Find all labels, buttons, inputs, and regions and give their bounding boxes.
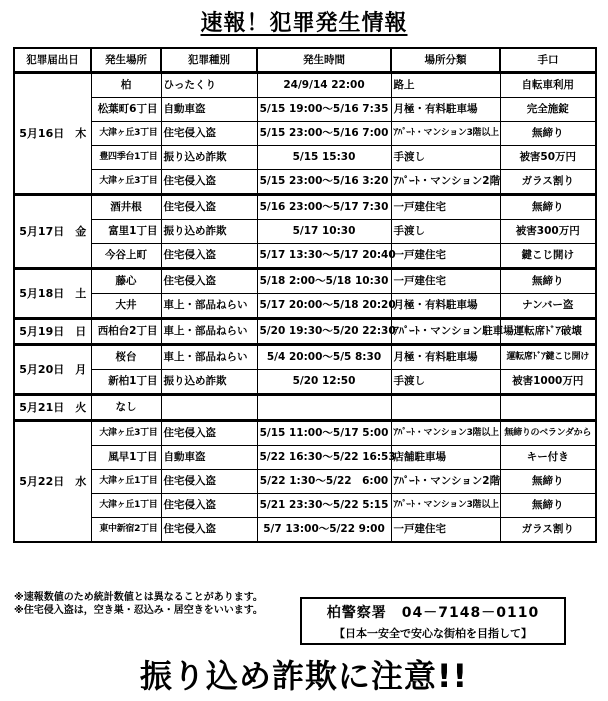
method-cell: 被害300万円 [500,220,596,244]
table-row [14,98,596,122]
crime-type-cell: ひったくり [161,73,257,98]
method-cell: 運転席ﾄﾞｱ破壊 [500,319,596,345]
place-type-cell: 手渡し [391,370,500,395]
location-cell: 酒井根 [91,195,161,220]
method-cell: 完全施錠 [500,98,596,122]
crime-type-cell: 振り込め詐欺 [161,146,257,170]
table-row [14,73,596,98]
place-type-cell: 一戸建住宅 [391,518,500,543]
method-cell: ナンバー盗 [500,294,596,319]
crime-type-cell: 車上・部品ねらい [161,345,257,370]
method-cell: 被害50万円 [500,146,596,170]
column-header: 場所分類 [391,48,500,73]
location-cell: 松葉町6丁目 [91,98,161,122]
crime-type-cell: 住宅侵入盗 [161,122,257,146]
location-cell: 大津ヶ丘1丁目 [91,470,161,494]
time-cell: 5/7 13:00～5/22 9:00 [257,518,391,543]
crime-type-cell: 住宅侵入盗 [161,170,257,195]
location-cell: なし [91,395,161,421]
police-slogan: 【日本一安全で安心な街柏を目指して】 [334,627,532,640]
method-cell: 無締りのベランダから [500,421,596,446]
time-cell: 5/17 13:30～5/17 20:40 [257,244,391,269]
report-date-cell: 5月16日 木 [14,73,91,195]
location-cell: 豊四季台1丁目 [91,146,161,170]
place-type-cell: 一戸建住宅 [391,244,500,269]
time-cell: 5/20 12:50 [257,370,391,395]
crime-type-cell: 車上・部品ねらい [161,319,257,345]
crime-type-cell: 住宅侵入盗 [161,269,257,294]
crime-type-cell: 振り込め詐欺 [161,220,257,244]
location-cell: 富里1丁目 [91,220,161,244]
time-cell: 5/18 2:00～5/18 10:30 [257,269,391,294]
method-cell: 無締り [500,269,596,294]
place-type-cell: ｱﾊﾟｰﾄ・マンション2階 [391,470,500,494]
place-type-cell: 手渡し [391,220,500,244]
table-header [14,48,596,73]
method-cell: キー付き [500,446,596,470]
method-cell: 無締り [500,470,596,494]
table-row [14,421,596,446]
time-cell: 5/15 19:00～5/16 7:35 [257,98,391,122]
crime-type-cell: 振り込め詐欺 [161,370,257,395]
time-cell: 5/4 20:00～5/5 8:30 [257,345,391,370]
table-row [14,195,596,220]
column-header: 手口 [500,48,596,73]
location-cell: 大井 [91,294,161,319]
location-cell: 新柏1丁目 [91,370,161,395]
column-header: 犯罪届出日 [14,48,91,73]
time-cell: 5/15 11:00～5/17 5:00 [257,421,391,446]
column-header: 発生時間 [257,48,391,73]
place-type-cell: ｱﾊﾟｰﾄ・マンション3階以上 [391,122,500,146]
location-cell: 西柏台2丁目 [91,319,161,345]
column-header: 発生場所 [91,48,161,73]
table-row [14,220,596,244]
crime-type-cell: 住宅侵入盗 [161,421,257,446]
place-type-cell [391,395,500,421]
location-cell: 大津ヶ丘3丁目 [91,421,161,446]
table-row [14,269,596,294]
report-date-cell: 5月21日 火 [14,395,91,421]
page-title: 速報！犯罪発生情報 [200,11,408,36]
time-cell: 5/21 23:30～5/22 5:15 [257,494,391,518]
report-date-cell: 5月20日 月 [14,345,91,395]
table-row [14,395,596,421]
report-date-cell: 5月17日 金 [14,195,91,269]
time-cell: 5/15 23:00～5/16 3:20 [257,170,391,195]
crime-type-cell: 車上・部品ねらい [161,294,257,319]
fraud-warning: 振り込め詐欺に注意!! [139,657,469,695]
date-group [14,395,596,421]
place-type-cell: ｱﾊﾟｰﾄ・マンション3階以上 [391,421,500,446]
location-cell: 大津ヶ丘3丁目 [91,170,161,195]
crime-type-cell: 住宅侵入盗 [161,494,257,518]
location-cell: 藤心 [91,269,161,294]
time-cell: 5/22 16:30～5/22 16:53 [257,446,391,470]
place-type-cell: ｱﾊﾟｰﾄ・マンション駐車場 [391,319,500,345]
crime-type-cell: 住宅侵入盗 [161,470,257,494]
note-line: ※住宅侵入盗は，空き巣・忍込み・居空きをいいます。 [14,605,263,616]
location-cell: 柏 [91,73,161,98]
notes [14,591,263,617]
place-type-cell: 一戸建住宅 [391,269,500,294]
column-header: 犯罪種別 [161,48,257,73]
date-group [14,345,596,395]
place-type-cell: ｱﾊﾟｰﾄ・マンション2階 [391,170,500,195]
note-line: ※速報数値のため統計数値とは異なることがあります。 [14,592,263,603]
method-cell [500,395,596,421]
table-row [14,319,596,345]
table-row [14,446,596,470]
crime-type-cell: 住宅侵入盗 [161,244,257,269]
table-row [14,170,596,195]
table-row [14,146,596,170]
crime-table [13,47,597,543]
time-cell: 5/15 15:30 [257,146,391,170]
report-date-cell: 5月18日 土 [14,269,91,319]
place-type-cell: 路上 [391,73,500,98]
location-cell: 今谷上町 [91,244,161,269]
table-row [14,345,596,370]
place-type-cell: 店舗駐車場 [391,446,500,470]
crime-type-cell [161,395,257,421]
method-cell: ガラス割り [500,518,596,543]
date-group [14,319,596,345]
table-row [14,470,596,494]
time-cell: 5/22 1:30～5/22 6:00 [257,470,391,494]
date-group [14,195,596,269]
date-group [14,73,596,195]
method-cell: 無締り [500,122,596,146]
method-cell: 無締り [500,195,596,220]
date-group [14,421,596,543]
crime-type-cell: 住宅侵入盗 [161,195,257,220]
place-type-cell: ｱﾊﾟｰﾄ・マンション3階以上 [391,494,500,518]
method-cell: ガラス割り [500,170,596,195]
table-row [14,294,596,319]
time-cell: 5/17 10:30 [257,220,391,244]
method-cell: 鍵こじ開け [500,244,596,269]
crime-type-cell: 住宅侵入盗 [161,518,257,543]
location-cell: 桜台 [91,345,161,370]
method-cell: 運転席ﾄﾞｱ鍵こじ開け [500,345,596,370]
time-cell: 24/9/14 22:00 [257,73,391,98]
place-type-cell: 一戸建住宅 [391,195,500,220]
location-cell: 東中新宿2丁目 [91,518,161,543]
place-type-cell: 月極・有料駐車場 [391,294,500,319]
table-row [14,244,596,269]
police-name-phone: 柏警察署 04－7148－0110 [326,605,540,621]
report-date-cell: 5月22日 水 [14,421,91,543]
location-cell: 大津ヶ丘1丁目 [91,494,161,518]
method-cell: 無締り [500,494,596,518]
report-date-cell: 5月19日 日 [14,319,91,345]
method-cell: 自転車利用 [500,73,596,98]
table-row [14,122,596,146]
date-group [14,269,596,319]
method-cell: 被害1000万円 [500,370,596,395]
location-cell: 風早1丁目 [91,446,161,470]
place-type-cell: 手渡し [391,146,500,170]
time-cell: 5/15 23:00～5/16 7:00 [257,122,391,146]
time-cell [257,395,391,421]
police-contact-box [300,597,566,645]
crime-type-cell: 自動車盗 [161,98,257,122]
time-cell: 5/17 20:00～5/18 20:20 [257,294,391,319]
crime-type-cell: 自動車盗 [161,446,257,470]
table-row [14,370,596,395]
time-cell: 5/20 19:30～5/20 22:30 [257,319,391,345]
place-type-cell: 月極・有料駐車場 [391,345,500,370]
table-row [14,494,596,518]
table-row [14,518,596,543]
location-cell: 大津ヶ丘3丁目 [91,122,161,146]
time-cell: 5/16 23:00～5/17 7:30 [257,195,391,220]
place-type-cell: 月極・有料駐車場 [391,98,500,122]
